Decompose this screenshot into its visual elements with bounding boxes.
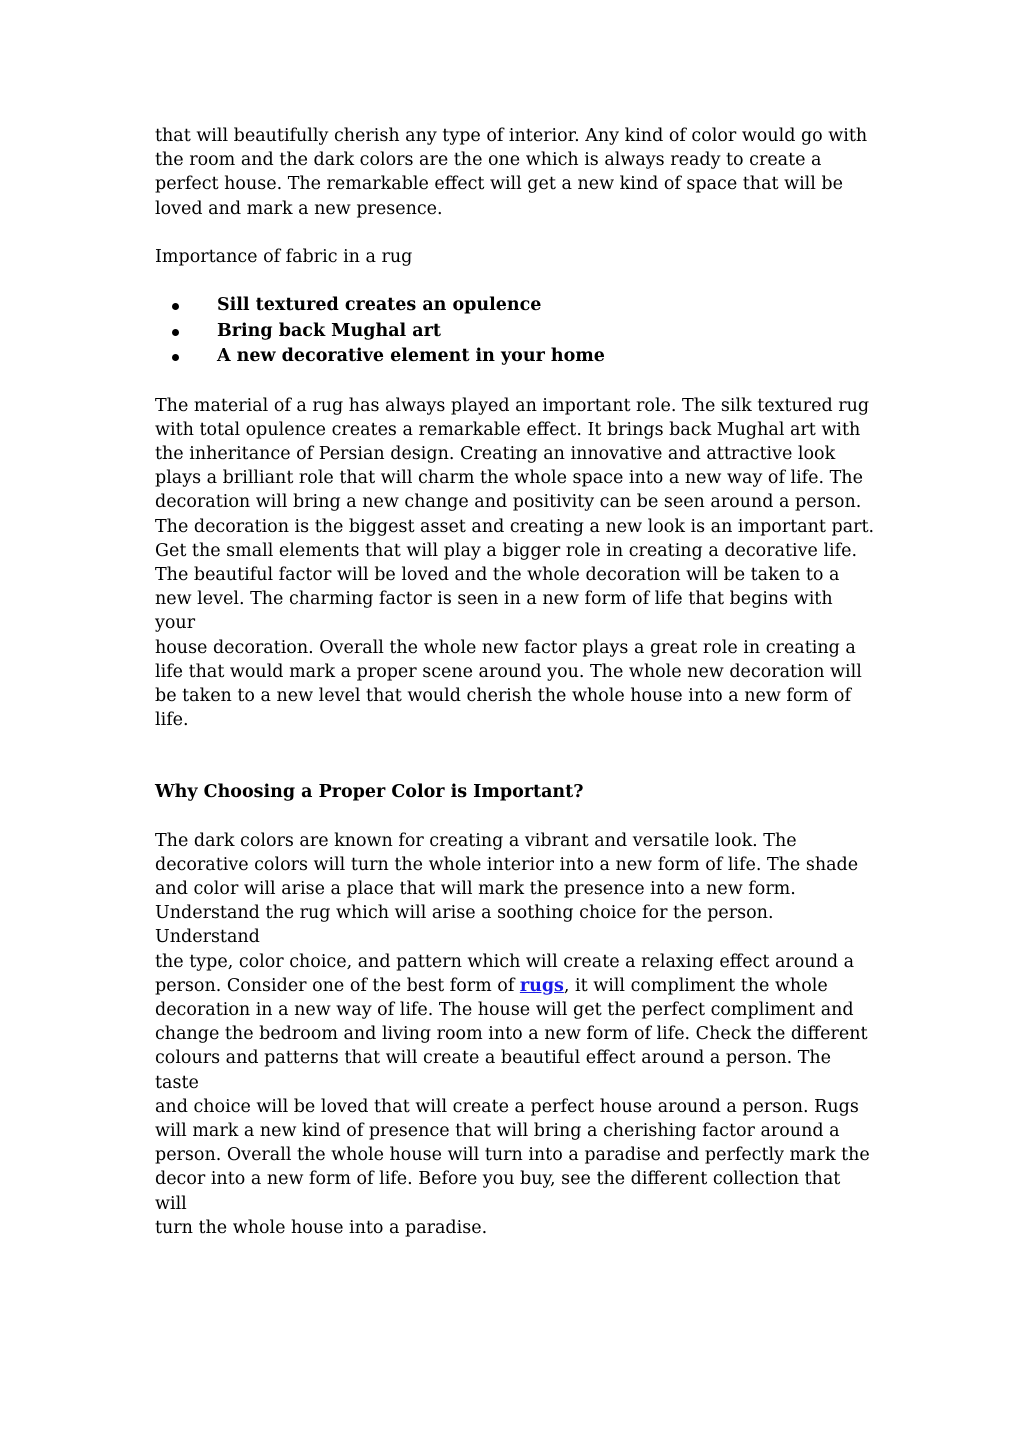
bullet-icon: [172, 329, 179, 336]
intro-paragraph: that will beautifully cherish any type of interior. Any kind of color would go with the room and the dark colors are the one which is always ready to create a perfect house. The remarkable effect will get a new kind of space that will be loved and mark a new presence.: [155, 126, 868, 219]
spacer: [155, 370, 875, 394]
document-page: [155, 124, 875, 1240]
bullet-item: [155, 344, 875, 370]
spacer: [155, 732, 875, 780]
rugs-link[interactable]: rugs: [519, 975, 564, 996]
bullet-icon: [172, 303, 179, 310]
bullet-icon: [172, 354, 179, 361]
color-paragraph-text-before: The dark colors are known for creating a vibrant and versatile look. The decorative colors will turn the whole interior into a new form of life. The shade and color will arise a place that will mark the presence into a new form. Understand the rug which will arise a soothing choice for the person. Understand the type, color choice, and pattern which will create a relaxing effect around a person. Consider one of the best form of: [155, 830, 859, 996]
fabric-subheading: Importance of fabric in a rug: [155, 246, 413, 267]
bullet-item: [155, 319, 875, 345]
spacer: [155, 805, 875, 829]
color-paragraph: [155, 829, 875, 1240]
bullet-item-text: Bring back Mughal art: [217, 320, 441, 341]
spacer: [155, 269, 875, 293]
bullet-item: [155, 293, 875, 319]
section-heading: Why Choosing a Proper Color is Important?: [155, 782, 584, 803]
material-paragraph: The material of a rug has always played an important role. The silk textured rug with total opulence creates a remarkable effect. It brings back Mughal art with the inheritance of Persian design. Creating an innovative and attractive look plays a brilliant role that will charm the whole space into a new way of life. The decoration will bring a new change and positivity can be seen around a person. The decoration is the biggest asset and creating a new look is an important part. Get the small elements that will play a bigger role in creating a decorative life. The beautiful factor will be loved and the whole decoration will be taken to a new level. The charming factor is seen in a new form of life that begins with your house decoration. Overall the whole new factor plays a great role in creating a life that would mark a proper scene around you. The whole new decoration will be taken to a new level that would cherish the whole house into a new form of life.: [155, 395, 875, 731]
fabric-bullet-list: [155, 293, 875, 370]
color-paragraph-text-after: , it will compliment the whole decoration in a new way of life. The house will get the perfect compliment and change the bedroom and living room into a new form of life. Check the different colours and patterns that will create a beautiful effect around a person. The taste and choice will be loved that will create a perfect house around a person. Rugs will mark a new kind of presence that will bring a cherishing factor around a person. Overall the whole house will turn into a paradise and perfectly mark the decor into a new form of life. Before you buy, see the different collection that will turn the whole house into a paradise.: [155, 975, 870, 1238]
spacer: [155, 221, 875, 245]
bullet-item-text: Sill textured creates an opulence: [217, 295, 542, 316]
bullet-item-text: A new decorative element in your home: [217, 346, 605, 367]
